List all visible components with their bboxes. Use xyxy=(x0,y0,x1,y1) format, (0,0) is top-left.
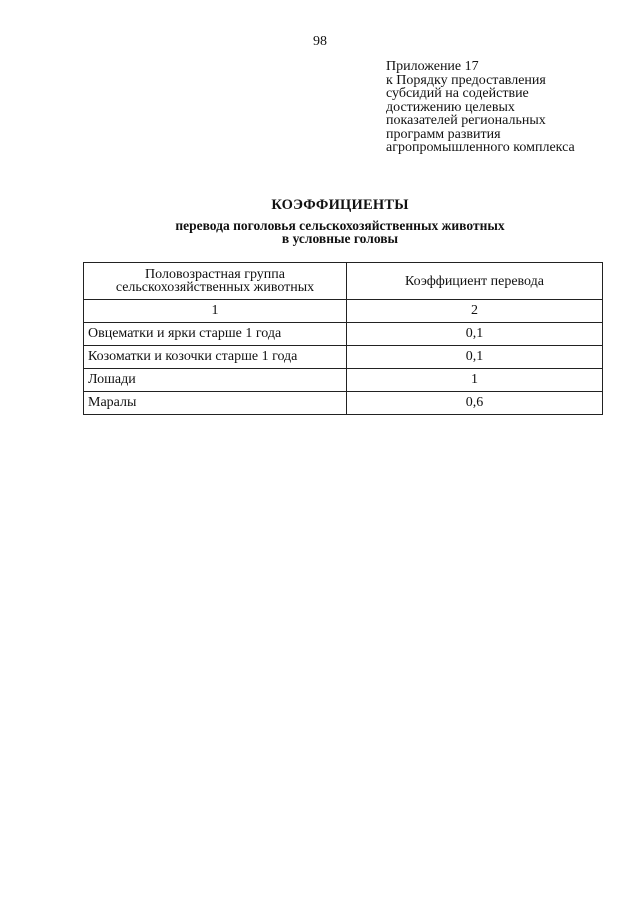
header-group-line-2: сельскохозяйственных животных xyxy=(115,280,315,295)
coefficient-cell: 0,6 xyxy=(347,392,603,415)
animal-group-cell: Лошади xyxy=(84,369,347,392)
index-cell: 2 xyxy=(347,300,603,323)
appendix-line: программ развития xyxy=(386,126,501,142)
header-cell-group xyxy=(84,263,347,300)
appendix-line: показателей региональных xyxy=(386,113,546,128)
page-number: 98 xyxy=(313,34,327,49)
subtitle-line-2: в условные головы xyxy=(281,231,399,246)
table-row xyxy=(84,323,603,346)
header-group-line-1: Половозрастная группа xyxy=(145,267,285,282)
appendix-line: Приложение 17 xyxy=(386,59,479,74)
index-cell: 1 xyxy=(84,300,347,323)
coefficient-table xyxy=(83,262,603,415)
table-row xyxy=(84,346,603,369)
coefficient-cell: 1 xyxy=(347,369,603,392)
animal-group-cell: Овцематки и ярки старше 1 года xyxy=(84,323,347,346)
subtitle-line-1: перевода поголовья сельскохозяйственных животных xyxy=(175,218,505,233)
coefficient-cell: 0,1 xyxy=(347,323,603,346)
coefficient-cell: 0,1 xyxy=(347,346,603,369)
appendix-line: к Порядку предоставления xyxy=(386,72,546,88)
document-title: КОЭФФИЦИЕНТЫ xyxy=(271,197,409,213)
appendix-note xyxy=(386,60,626,155)
table-row xyxy=(84,369,603,392)
table-header-row xyxy=(84,263,603,300)
table-row xyxy=(84,392,603,415)
table-index-row xyxy=(84,300,603,323)
appendix-line: достижению целевых xyxy=(386,99,515,115)
header-cell-coefficient: Коэффициент перевода xyxy=(347,263,603,300)
document-subtitle xyxy=(0,219,640,245)
appendix-line: агропромышленного комплекса xyxy=(386,140,575,155)
animal-group-cell: Козоматки и козочки старше 1 года xyxy=(84,346,347,369)
appendix-line: субсидий на содействие xyxy=(386,86,529,101)
animal-group-cell: Маралы xyxy=(84,392,347,415)
